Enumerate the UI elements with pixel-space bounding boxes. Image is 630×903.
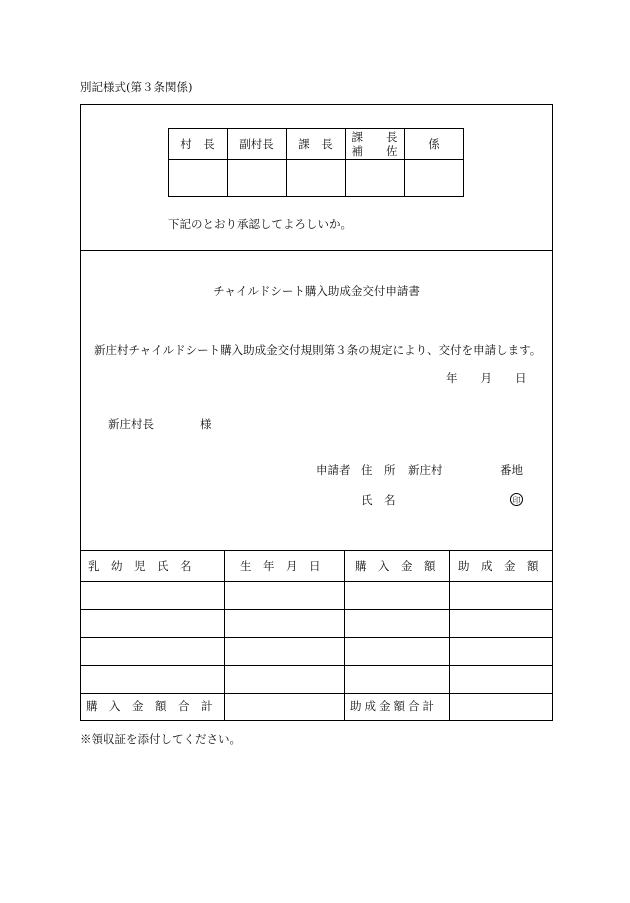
approval-header-kachou: 課 長 [298, 137, 333, 151]
approval-header-kakari: 係 [428, 137, 440, 151]
applicant-label: 申請者 [316, 463, 351, 477]
header-subsidy-amount: 助 成 金 額 [458, 559, 539, 573]
detail-row-line [80, 693, 553, 694]
header-purchase-amount: 購 入 金 額 [355, 559, 436, 573]
detail-col-line [344, 550, 345, 721]
detail-row-line [80, 609, 553, 610]
seal-mark-icon: 印 [510, 493, 523, 506]
header-birth-date: 生 年 月 日 [240, 559, 321, 573]
approval-request-text: 下記のとおり承認してよろしいか。 [168, 217, 352, 231]
approval-header-sonchou: 村 長 [180, 137, 215, 151]
name-label: 氏 名 [361, 493, 396, 507]
approval-header-fukusonchou: 副村長 [239, 137, 274, 151]
address-banchi: 番地 [500, 463, 523, 477]
approval-header-kachou-hosa-line2: 補 佐 [351, 144, 398, 158]
approval-section-divider [80, 250, 553, 251]
detail-col-line [449, 550, 450, 721]
receipt-note: ※領収証を添付してください。 [80, 732, 241, 746]
address-label: 住 所 [361, 463, 396, 477]
detail-header-divider [80, 581, 553, 582]
addressee: 新庄村長 様 [108, 417, 212, 431]
address-village: 新庄村 [408, 463, 443, 477]
form-style-label: 別記様式(第３条関係) [80, 80, 193, 94]
header-child-name: 乳 幼 児 氏 名 [88, 559, 192, 573]
detail-row-line [80, 637, 553, 638]
approval-header-kachou-hosa-line1: 課 長 [351, 130, 398, 144]
total-subsidy-label: 助成金額合計 [350, 699, 437, 713]
date-line: 年 月 日 [446, 371, 527, 385]
form-title: チャイルドシート購入助成金交付申請書 [213, 284, 420, 298]
total-purchase-label: 購 入 金 額 合 計 [86, 699, 213, 713]
application-statement: 新庄村チャイルドシート購入助成金交付規則第３条の規定により、交付を申請します。 [94, 343, 542, 357]
approval-header-divider [168, 159, 464, 160]
detail-table-top-border [80, 550, 553, 551]
detail-col-line [224, 550, 225, 721]
detail-row-line [80, 665, 553, 666]
